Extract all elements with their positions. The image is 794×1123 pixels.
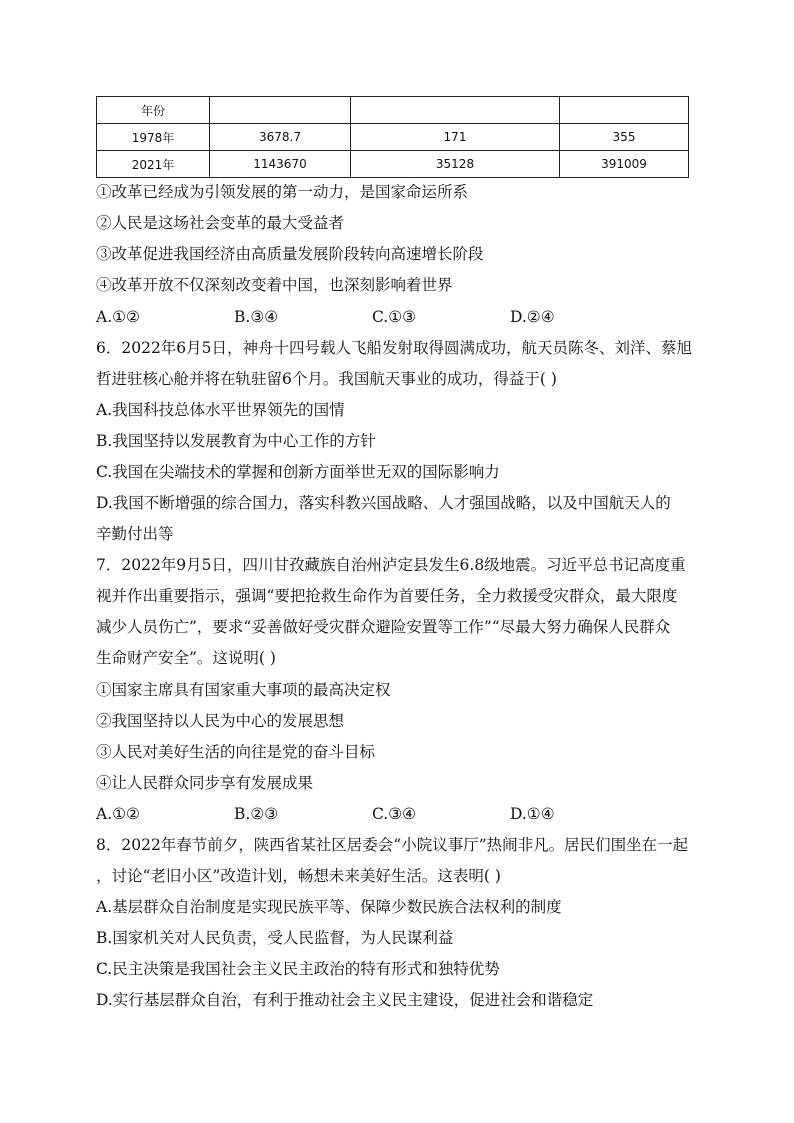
option-a[interactable]: A.①② <box>96 805 140 823</box>
q6-choice-c[interactable]: C.我国在尖端技术的掌握和创新方面举世无双的国际影响力 <box>96 463 500 481</box>
option-d[interactable]: D.①④ <box>510 805 555 823</box>
q5-options <box>96 307 696 327</box>
table-cell: 171 <box>351 124 560 151</box>
q7-statement: ①国家主席具有国家重大事项的最高决定权 <box>96 681 391 699</box>
table-cell: 391009 <box>560 151 689 178</box>
table-header-cell <box>210 97 351 124</box>
option-d[interactable]: D.②④ <box>510 308 555 326</box>
q7-options <box>96 804 696 824</box>
q6-stem: 6．2022年6月5日，神舟十四号载人飞船发射取得圆满成功，航天员陈冬、刘洋、蔡旭 <box>96 339 693 357</box>
table-cell: 3678.7 <box>210 124 351 151</box>
q5-statement: ②人民是这场社会变革的最大受益者 <box>96 214 345 232</box>
q8-choice-a[interactable]: A.基层群众自治制度是实现民族平等、保障少数民族合法权利的制度 <box>96 898 562 916</box>
q8-stem: ，讨论“老旧小区”改造计划，畅想未来美好生活。这表明( ) <box>96 867 501 885</box>
q5-statement: ④改革开放不仅深刻改变着中国，也深刻影响着世界 <box>96 276 453 294</box>
table-cell: 2021年 <box>97 151 210 178</box>
option-b[interactable]: B.②③ <box>234 805 279 823</box>
option-b[interactable]: B.③④ <box>234 308 279 326</box>
table-row <box>97 124 689 151</box>
q6-choice-d-continued: 辛勤付出等 <box>96 525 174 543</box>
q7-statement: ③人民对美好生活的向往是党的奋斗目标 <box>96 743 376 761</box>
q7-stem: 生命财产安全”。这说明( ) <box>96 649 276 667</box>
q5-statement: ③改革促进我国经济由高质量发展阶段转向高速增长阶段 <box>96 245 484 263</box>
table-header-cell <box>351 97 560 124</box>
table-cell: 355 <box>560 124 689 151</box>
table-cell: 1143670 <box>210 151 351 178</box>
q8-choice-b[interactable]: B.国家机关对人民负责，受人民监督，为人民谋利益 <box>96 929 454 947</box>
table-header-cell: 年份 <box>97 97 210 124</box>
option-a[interactable]: A.①② <box>96 308 140 326</box>
q6-choice-b[interactable]: B.我国坚持以发展教育为中心工作的方针 <box>96 432 376 450</box>
q8-choice-c[interactable]: C.民主决策是我国社会主义民主政治的特有形式和独特优势 <box>96 960 500 978</box>
table-row <box>97 151 689 178</box>
q8-choice-d[interactable]: D.实行基层群众自治，有利于推动社会主义民主建设，促进社会和谐稳定 <box>96 991 594 1009</box>
q6-stem: 哲进驻核心舱并将在轨驻留6个月。我国航天事业的成功，得益于( ) <box>96 370 557 388</box>
q5-statement: ①改革已经成为引领发展的第一动力，是国家命运所系 <box>96 183 469 201</box>
q7-stem: 减少人员伤亡”，要求“妥善做好受灾群众避险安置等工作”“尽最大努力确保人民群众 <box>96 618 671 636</box>
q8-stem: 8．2022年春节前夕，陕西省某社区居委会“小院议事厅”热闹非凡。居民们围坐在一起 <box>96 836 689 854</box>
option-c[interactable]: C.③④ <box>372 805 417 823</box>
q6-choice-d[interactable]: D.我国不断增强的综合国力，落实科教兴国战略、人才强国战略，以及中国航天人的 <box>96 494 671 512</box>
q7-stem: 7．2022年9月5日，四川甘孜藏族自治州泸定县发生6.8级地震。习近平总书记高度重 <box>96 556 686 574</box>
q7-statement: ②我国坚持以人民为中心的发展思想 <box>96 712 345 730</box>
table-cell: 35128 <box>351 151 560 178</box>
table-header-row <box>97 97 689 124</box>
data-table <box>96 96 689 178</box>
q7-stem: 视并作出重要指示，强调“要把抢救生命作为首要任务，全力救援受灾群众，最大限度 <box>96 587 678 605</box>
q7-statement: ④让人民群众同步享有发展成果 <box>96 774 314 792</box>
table-header-cell <box>560 97 689 124</box>
q6-choice-a[interactable]: A.我国科技总体水平世界领先的国情 <box>96 401 345 419</box>
option-c[interactable]: C.①③ <box>372 308 417 326</box>
table-cell: 1978年 <box>97 124 210 151</box>
